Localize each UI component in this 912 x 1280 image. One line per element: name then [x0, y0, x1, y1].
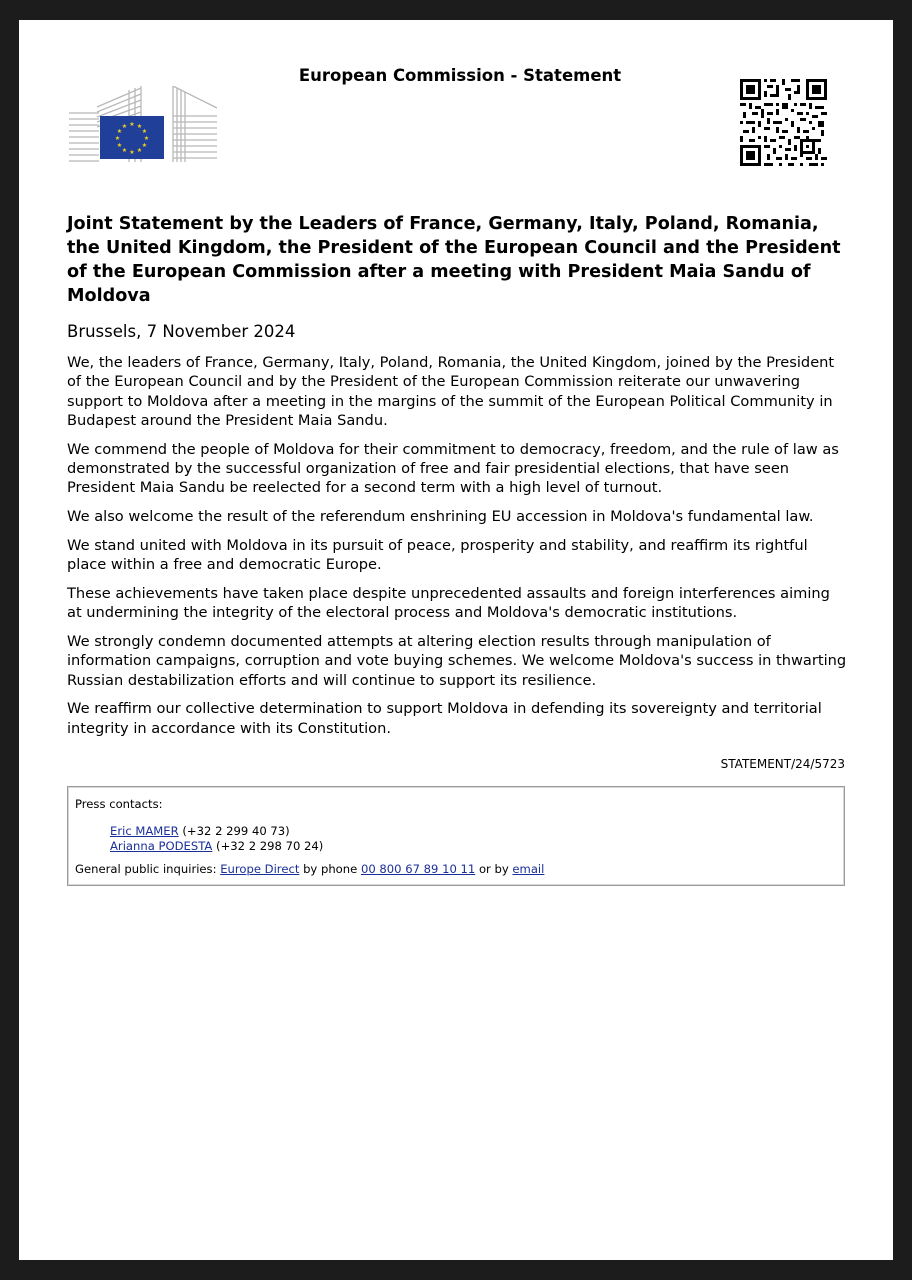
dateline: Brussels, 7 November 2024	[67, 322, 296, 341]
svg-text:★: ★	[141, 142, 148, 149]
svg-text:★: ★	[129, 121, 135, 128]
contact-phone: (+32 2 299 40 73)	[182, 824, 290, 838]
paragraph: We strongly condemn documented attempts at altering election results through manipulation of information campaigns, corruption and vote buying schemes. We welcome Moldova's success in thwarting Russian destabilization efforts and will continue to support its resilience.	[67, 633, 847, 689]
paragraph: We, the leaders of France, Germany, Italy, Poland, Romania, the United Kingdom, joined by the President of the European Council and by the President of the European Commission reiterate our unwavering support to Moldova after a meeting in the margins of the summit of the European Political Community in Budapest around the President Maia Sandu.	[67, 354, 835, 429]
contact-phone: (+32 2 298 70 24)	[216, 839, 324, 853]
svg-text:★: ★	[116, 142, 123, 149]
press-contact	[110, 839, 323, 854]
svg-text:★: ★	[143, 135, 150, 142]
phone-number-link[interactable]: 00 800 67 89 10 11	[360, 862, 476, 876]
statement-reference: STATEMENT/24/5723	[720, 757, 845, 771]
svg-text:★: ★	[114, 135, 121, 142]
svg-text:★: ★	[129, 149, 135, 156]
document-page	[19, 20, 893, 1260]
svg-text:★: ★	[141, 128, 148, 135]
statement-title: Joint Statement by the Leaders of France, Germany, Italy, Poland, Romania, the United Kingdom, the President of the European Council and the President of the European Commission after a meeting with President Maia Sandu of Moldova	[67, 214, 841, 306]
qr-code-icon	[740, 79, 827, 166]
contact-link-eric-mamer[interactable]: Eric MAMER	[110, 824, 179, 838]
paragraph: We also welcome the result of the referendum enshrining EU accession in Moldova's fundamental law.	[67, 508, 814, 526]
paragraph: We stand united with Moldova in its pursuit of peace, prosperity and stability, and reaffirm its rightful place within a free and democratic Europe.	[67, 536, 808, 574]
svg-text:★: ★	[121, 147, 128, 154]
svg-text:★: ★	[136, 147, 143, 154]
european-commission-logo	[69, 86, 217, 162]
svg-text:★: ★	[121, 123, 128, 130]
email-link[interactable]: email	[512, 862, 545, 876]
or-by-text: or by	[478, 862, 509, 876]
europe-direct-link[interactable]: Europe Direct	[220, 862, 300, 876]
paragraph: We commend the people of Moldova for their commitment to democracy, freedom, and the rule of law as demonstrated by the successful organization of free and fair presidential elections, that have seen President Maia Sandu be reelected for a second term with a high level of turnout.	[67, 440, 839, 497]
general-inquiries	[75, 862, 544, 877]
statement-body	[67, 353, 849, 748]
press-contacts-box	[67, 786, 845, 886]
document-type-heading: European Commission - Statement	[298, 66, 622, 85]
svg-text:★: ★	[116, 128, 123, 135]
paragraph: These achievements have taken place despite unprecedented assaults and foreign interferences aiming at undermining the integrity of the electoral process and Moldova's democratic institutions.	[67, 584, 830, 622]
press-contacts-label: Press contacts:	[75, 797, 163, 811]
svg-text:★: ★	[136, 123, 143, 130]
contact-link-arianna-podesta[interactable]: Arianna PODESTA	[110, 839, 213, 853]
press-contact	[110, 824, 290, 839]
general-inquiries-label: General public inquiries:	[75, 862, 217, 876]
by-phone-text: by phone	[303, 862, 358, 876]
paragraph: We reaffirm our collective determination to support Moldova in defending its sovereignty and territorial integrity in accordance with its Constitution.	[67, 700, 822, 737]
